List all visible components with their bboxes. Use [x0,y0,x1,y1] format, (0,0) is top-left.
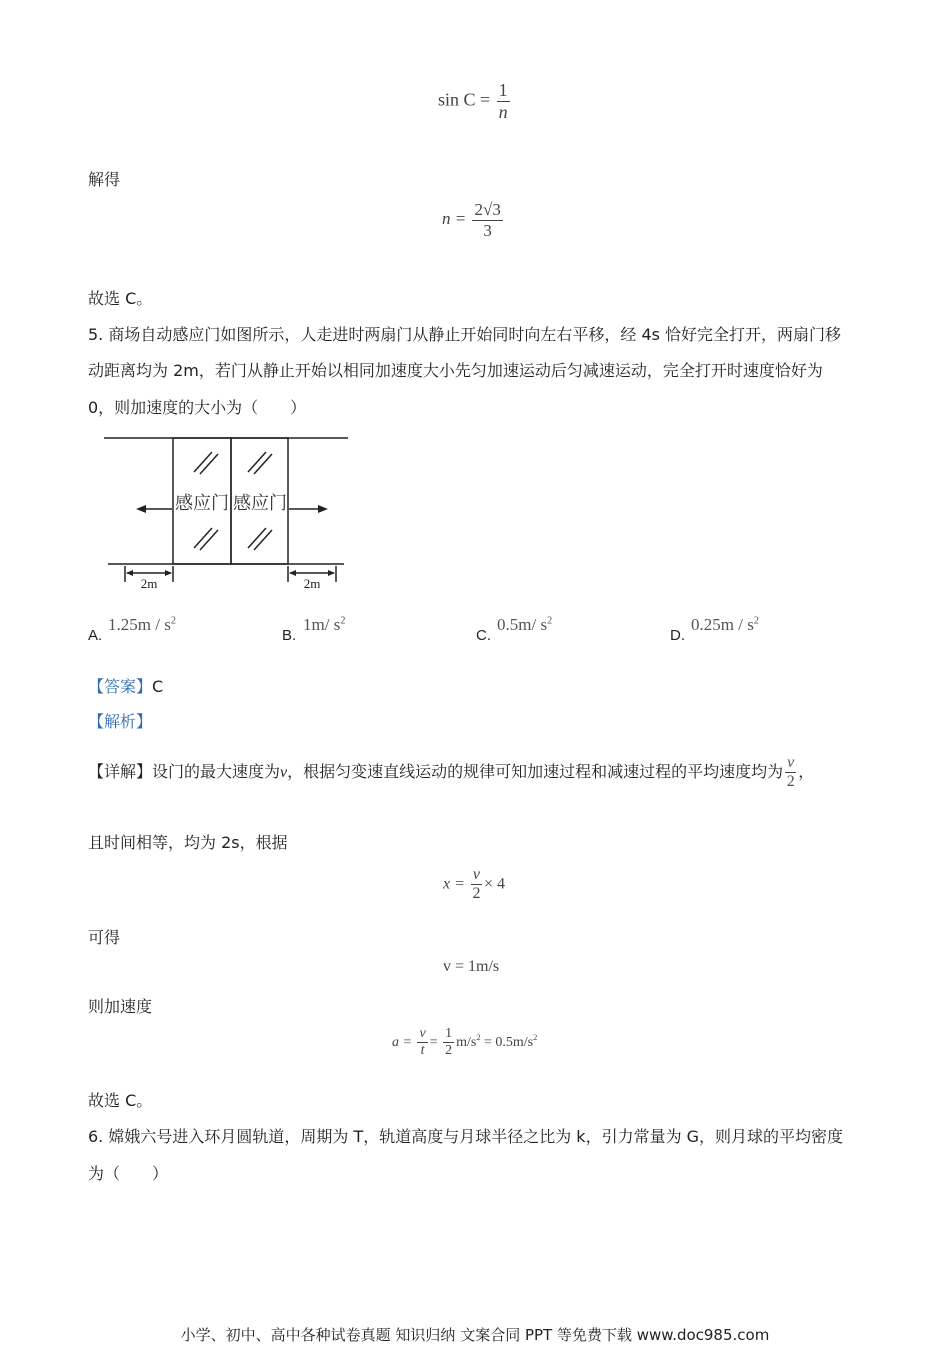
equation-lhs: n = [442,208,467,228]
text-jiede: 解得 [88,170,121,189]
right-arrow-icon [289,505,328,513]
denominator: 2 [472,885,481,903]
denominator: 2 [786,773,795,790]
equation-lhs: x = [443,875,465,893]
door-label-left: 感应门 [175,493,229,514]
answer-value: C [152,677,164,696]
fraction [417,1026,427,1059]
numerator: 1 [498,80,508,100]
door-label-right: 感应门 [233,493,287,514]
denominator: 2 [445,1043,453,1059]
q6-line-2: 为（ ） [88,1164,169,1183]
equation-result: = 0.5m/s [484,1034,534,1050]
numerator: 1 [443,1026,454,1043]
detail-tag: 【详解】 [88,762,153,781]
detail-tail: ， [798,762,815,781]
q5-line-3: 0，则加速度的大小为（ ） [88,398,307,417]
analysis-tag: 【解析】 [88,712,153,731]
denominator: 3 [483,220,492,240]
detail-text-2: ，根据匀变速直线运动的规律可知加速过程和减速过程的平均速度均为 [287,762,784,781]
numerator: 2√3 [474,200,501,219]
numerator: v [417,1026,427,1043]
equation-a: a = $\frac{v}{t}$ = $\frac{1}{2}$ $m/s^2 = 0.5m/s^2$ [392,1026,538,1059]
sensor-door-figure [100,430,360,595]
equation-sinC [438,80,512,122]
equation-lhs: a = [392,1034,412,1050]
equation-rhs: × 4 [484,875,506,893]
option-letter: A. [88,627,103,644]
page-footer: 小学、初中、高中各种试卷真题 知识归纳 文案合同 PPT 等免费下载 www.doc985.com [180,1326,770,1344]
detail-line-1 [88,745,814,800]
dimension-label-right: 2m [303,576,321,591]
left-arrow-icon [136,505,172,513]
equation-n [442,200,505,240]
numerator: v [471,866,482,885]
fraction [443,1026,454,1059]
option-letter: C. [476,627,491,644]
equals: = [429,1034,438,1050]
answer-line [88,674,163,697]
option-value: $1.25m / s^2$ [108,615,176,634]
answer-tag: 【答案】 [88,677,153,696]
text-accel: 则加速度 [88,997,153,1016]
text-guxuan-1: 故选 C。 [88,289,153,308]
detail-var: v [280,764,288,781]
option-value: 0.5m/ $s^2$ [497,615,553,634]
denominator: t [420,1043,425,1059]
equation-x [443,866,505,904]
q6-line-1: 6. 嫦娥六号进入环月圆轨道，周期为 T，轨道高度与月球半径之比为 k，引力常量为 G，则月球的平均密度 [88,1127,844,1146]
q5-line-2: 动距离均为 2m，若门从静止开始以相同加速度大小先匀加速运动后匀减速运动，完全打开时速度恰好为 [88,361,823,380]
option-value: 1m/ $s^2$ [303,615,346,634]
option-letter: B. [282,627,297,644]
fraction [471,866,482,904]
q5-line-1: 5. 商场自动感应门如图所示，人走进时两扇门从静止开始同时向左右平移，经 4s 恰好完全打开，两扇门移 [88,325,842,344]
option-letter: D. [670,627,685,644]
detail-line-2: 且时间相等，均为 2s，根据 [88,833,288,852]
equation-lhs: sin C = [438,89,491,110]
denominator: n [498,101,508,122]
unit: m/s [456,1034,477,1050]
fraction [497,80,510,122]
equation-v: v = 1m/s [443,958,500,975]
numerator: v [785,754,796,773]
detail-text: 设门的最大速度为 [152,762,281,781]
fraction [472,200,502,240]
option-value: $0.25m / s^2$ [691,615,759,634]
dimension-label-left: 2m [140,576,158,591]
text-kede: 可得 [88,928,121,947]
fraction [785,754,796,792]
text-guxuan-2: 故选 C。 [88,1091,153,1110]
